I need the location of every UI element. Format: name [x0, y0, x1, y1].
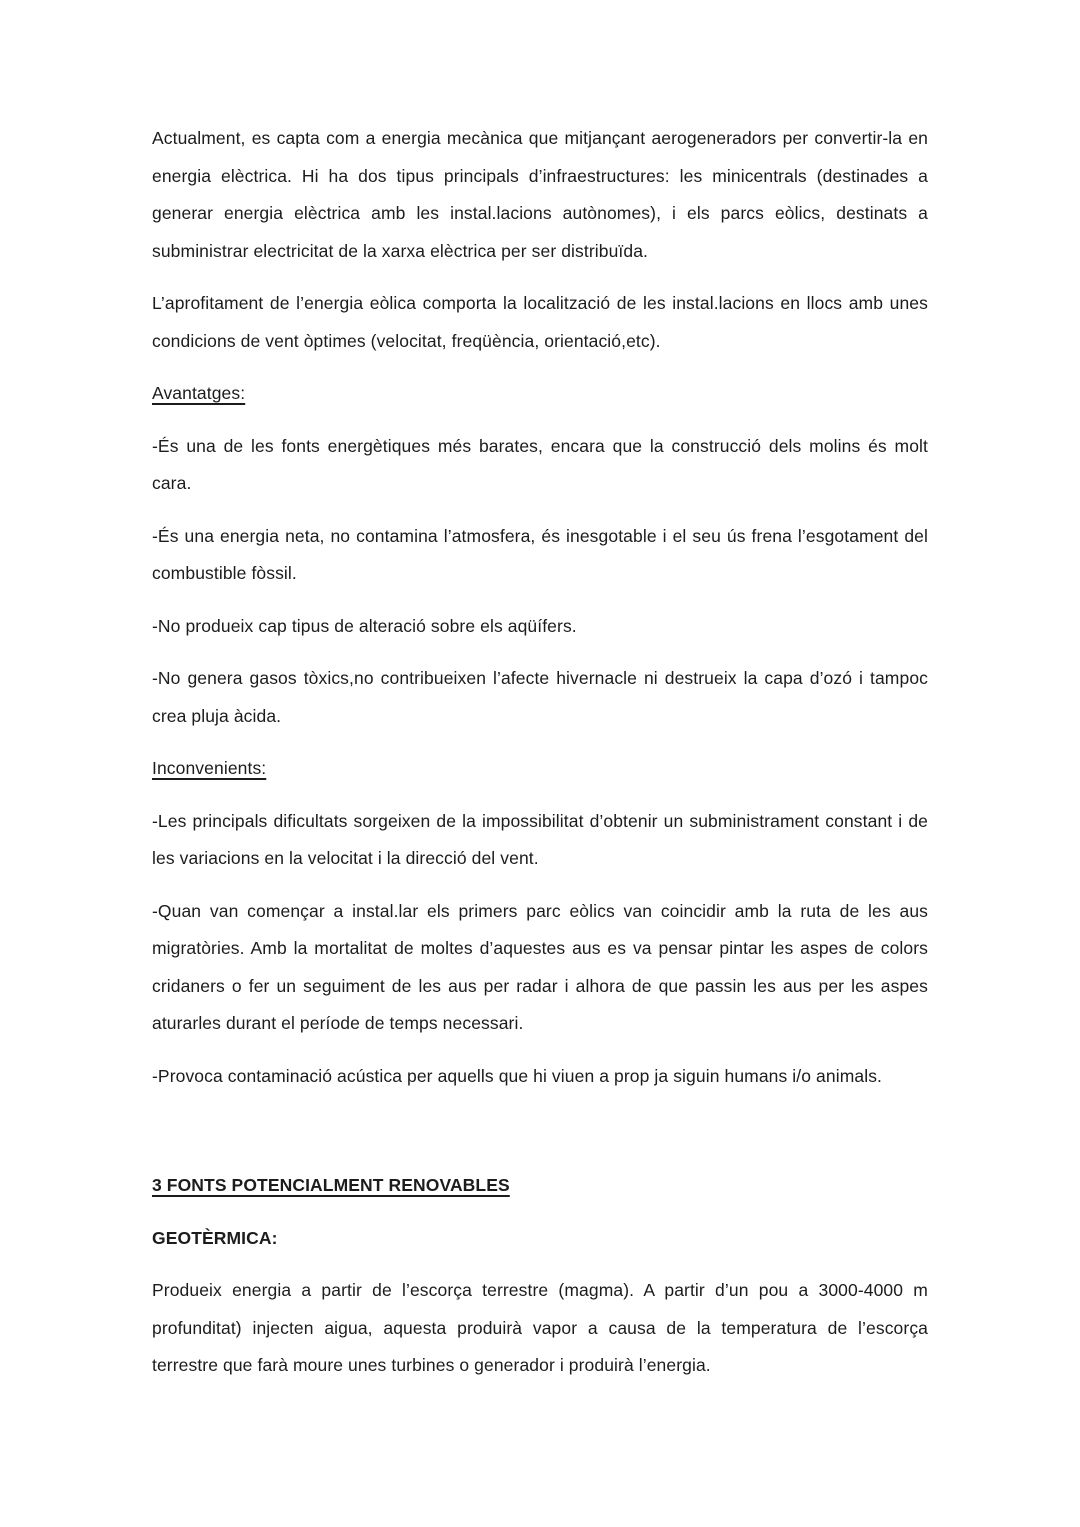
- paragraph-wind-location: L’aprofitament de l’energia eòlica comporta la localització de les instal.lacions en llocs amb unes condicions de vent òptimes (velocitat, freqüència, orientació,etc).: [152, 293, 928, 351]
- paragraph-advantage-no-toxic-gases: -No genera gasos tòxics,no contribueixen l’afecte hivernacle ni destrueix la capa d’ozó i tampoc crea pluja àcida.: [152, 668, 928, 726]
- paragraph-drawback-birds: -Quan van començar a instal.lar els primers parc eòlics van coincidir amb la ruta de les aus migratòries. Amb la mortalitat de moltes d’aquestes aus es va pensar pintar les aspes de colors cridaners o fer un seguiment de les aus per radar i alhora de que passin les aus per les aspes aturarles durant el període de temps necessari.: [152, 900, 928, 1033]
- paragraph-advantage-clean: -És una energia neta, no contamina l’atmosfera, és inesgotable i el seu ús frena l’esgotament del combustible fòssil.: [152, 525, 928, 583]
- heading-fonts-potencialment-renovables: 3 FONTS POTENCIALMENT RENOVABLES: [152, 1175, 510, 1195]
- paragraph-advantage-aquifers: -No produeix cap tipus de alteració sobre els aqüífers.: [152, 615, 577, 636]
- paragraph-wind-capture: Actualment, es capta com a energia mecànica que mitjançant aerogeneradors per convertir-la en energia elèctrica. Hi ha dos tipus principals d’infraestructures: les minicentrals (destinades a generar energia elèctrica amb les instal.lacions autònomes), i els parcs eòlics, destinats a subministrar electricitat de la xarxa elèctrica per ser distribuïda.: [152, 128, 928, 261]
- heading-avantatges: Avantatges:: [152, 383, 246, 403]
- paragraph-drawback-noise: -Provoca contaminació acústica per aquells que hi viuen a prop ja siguin humans i/o animals.: [152, 1065, 883, 1086]
- paragraph-advantage-cheap: -És una de les fonts energètiques més barates, encara que la construcció dels molins és molt cara.: [152, 435, 928, 493]
- paragraph-drawback-supply: -Les principals dificultats sorgeixen de la impossibilitat d’obtenir un subministrament constant i de les variacions en la velocitat i la direcció del vent.: [152, 810, 928, 868]
- heading-inconvenients: Inconvenients:: [152, 758, 267, 778]
- heading-geotermica: GEOTÈRMICA:: [152, 1227, 278, 1248]
- paragraph-geothermal: Produeix energia a partir de l’escorça terrestre (magma). A partir d’un pou a 3000-4000 m profunditat) injecten aigua, aquesta produirà vapor a causa de la temperatura de l’escorça terrestre que farà moure unes turbines o generador i produirà l’energia.: [152, 1280, 928, 1375]
- document-body: [152, 120, 928, 1385]
